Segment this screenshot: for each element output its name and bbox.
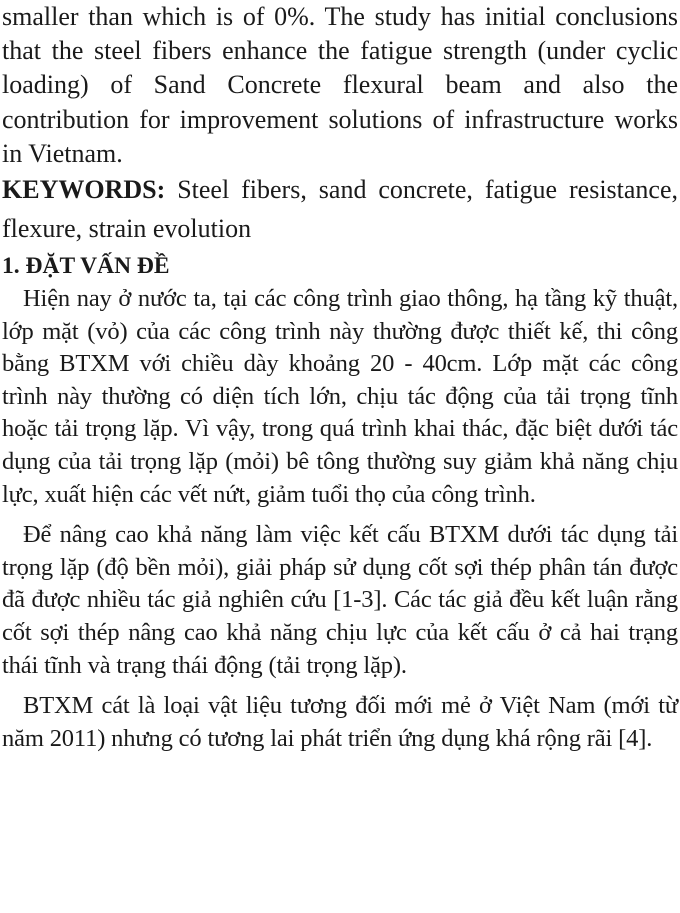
section-heading: 1. ĐẶT VẤN ĐỀ [2,253,170,280]
body-paragraph-1: Hiện nay ở nước ta, tại các công trình giao thông, hạ tầng kỹ thuật, lớp mặt (vỏ) của các công trình này thường được thiết kế, thi công bằng BTXM với chiều dày khoảng 20 - 40cm. Lớp mặt các công trình này thường có diện tích lớn, chịu tác động của tải trọng tĩnh hoặc tải trọng lặp. Vì vậy, trong quá trình khai thác, đặc biệt dưới tác dụng của tải trọng lặp (mỏi) bê tông thường suy giảm khả năng chịu lực, xuất hiện các vết nứt, giảm tuổi thọ của công trình. [2,285,678,508]
keywords-line [2,171,678,248]
abstract-english-tail: smaller than which is of 0%. The study has initial conclusions that the steel fibers enhance the fatigue strength (under cyclic loading) of Sand Concrete flexural beam and also the contribution for improvement solutions of infrastructure works in Vietnam. [2,2,678,168]
body-paragraph-3: BTXM cát là loại vật liệu tương đối mới mẻ ở Việt Nam (mới từ năm 2011) nhưng có tương lai phát triển ứng dụng khá rộng rãi [4]. [2,692,678,752]
keywords-text: Steel fibers, sand concrete, fatigue resistance, flexure, strain evolution [2,175,679,243]
paper-page [2,0,678,755]
keywords-label: KEYWORDS: [2,175,166,205]
body-paragraph-2: Để nâng cao khả năng làm việc kết cấu BTXM dưới tác dụng tải trọng lặp (độ bền mỏi), giải pháp sử dụng cốt sợi thép phân tán được đã được nhiều tác giả nghiên cứu [1-3]. Các tác giả đều kết luận rằng cốt sợi thép nâng cao khả năng chịu lực của kết cấu ở cả hai trạng thái tĩnh và trạng thái động (tải trọng lặp). [2,521,678,679]
